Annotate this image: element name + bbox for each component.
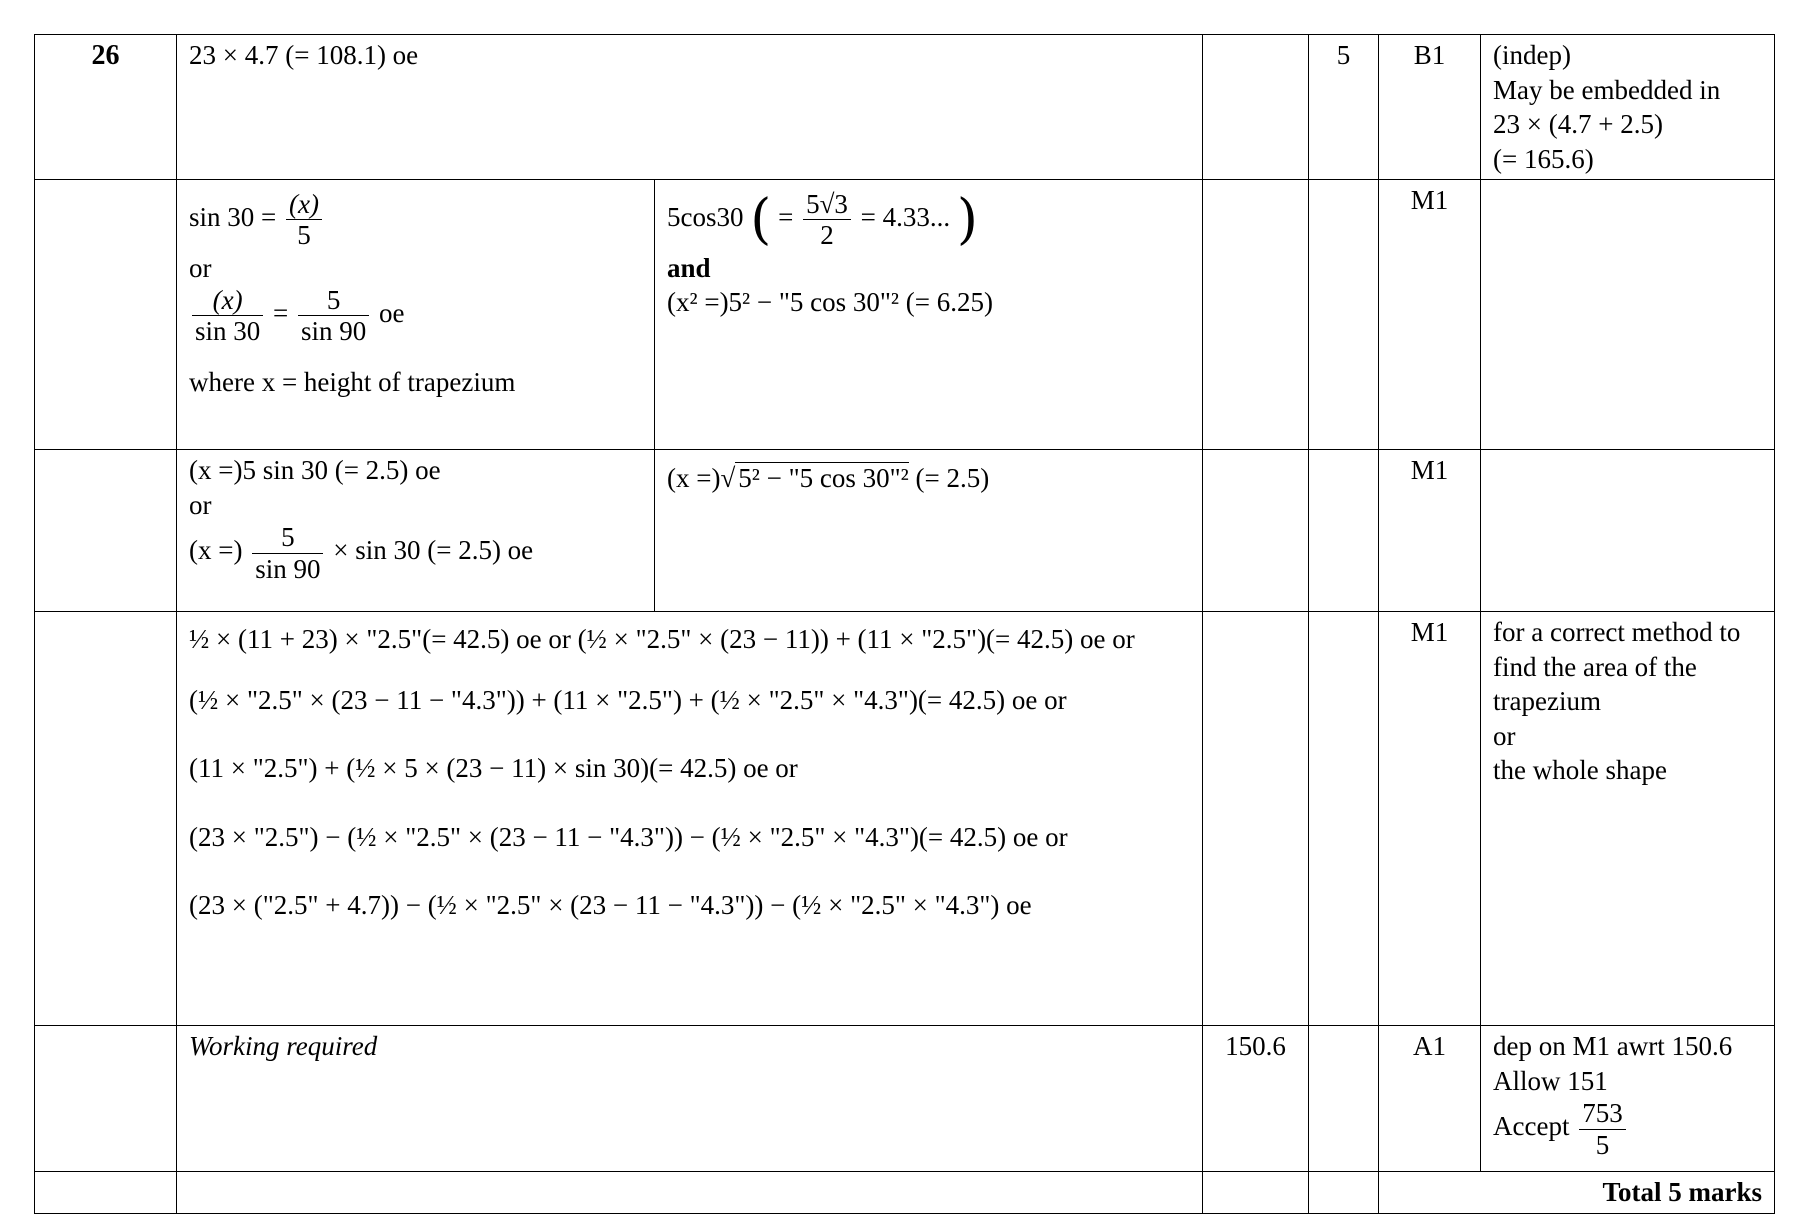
total-marks-cell [1309, 180, 1379, 450]
accept-line: Accept $\frac{753}{5}$ [1493, 1098, 1762, 1159]
working-cell [177, 1026, 1203, 1172]
answer-cell [1203, 612, 1309, 1026]
guidance-line: 23 × (4.7 + 2.5) [1493, 109, 1663, 140]
fraction: $\frac{753}{5}$ [1579, 1098, 1626, 1159]
area-method-line: (½ × "2.5" × (23 − 11 − "4.3")) + (11 × "2.5") + (½ × "2.5" × "4.3")(= 42.5) oe or [189, 684, 1067, 715]
guidance-line: dep on M1 awrt 150.6 [1493, 1031, 1733, 1062]
guidance-line: (indep) [1493, 40, 1571, 70]
area-method-line: (23 × "2.5") − (½ × "2.5" × (23 − 11 − "4.3")) − (½ × "2.5" × "4.3")(= 42.5) oe or [189, 821, 1068, 852]
fraction: $\frac{5}{\sin 90}$ [298, 285, 369, 346]
row-a1 [35, 1026, 1775, 1172]
area-method-line: (11 × "2.5") + (½ × 5 × (23 − 11) × sin 30)(= 42.5) oe or [189, 753, 798, 784]
guidance-cell [1481, 612, 1775, 1026]
height-sine-rule: (x =) $\frac{5}{\sin 90}$ × sin 30 (= 2.5) oe [189, 522, 534, 584]
working-left-cell [177, 180, 655, 450]
fraction: $\frac{(x)}{\sin 30}$ [192, 285, 263, 346]
where-note: where x = height of trapezium [189, 366, 516, 397]
total-marks-cell [1309, 612, 1379, 1026]
fraction: $\frac{5}{\sin 90}$ [252, 522, 323, 583]
answer-cell [1203, 35, 1309, 180]
guidance-cell [1481, 1026, 1775, 1172]
question-number: 26 [35, 35, 177, 180]
height-sine: (x =)5 sin 30 (= 2.5) oe [189, 455, 441, 486]
working-right-cell [655, 180, 1203, 450]
question-number-empty [35, 612, 177, 1026]
final-answer: 150.6 [1203, 1026, 1309, 1172]
total-marks-cell [1309, 450, 1379, 612]
working-required: Working required [189, 1031, 378, 1062]
guidance-line: find the area of the [1493, 651, 1697, 682]
question-number-empty [35, 450, 177, 612]
working-text: 23 × 4.7 (= 108.1) oe [189, 40, 419, 70]
and-text: and [667, 252, 711, 283]
fraction: $\frac{5√3}{2}$ [803, 189, 851, 250]
footer-empty [1203, 1172, 1309, 1214]
working-cell [177, 35, 1203, 180]
or-text: or [189, 252, 212, 283]
row-total [35, 1172, 1775, 1214]
guidance-line: or [1493, 720, 1516, 751]
mark-code: M1 [1379, 612, 1481, 1026]
working-cell [177, 612, 1203, 1026]
total-marks-cell [1309, 1026, 1379, 1172]
question-number-empty [35, 180, 177, 450]
guidance-line: Allow 151 [1493, 1065, 1608, 1096]
total-marks-label: Total 5 marks [1379, 1172, 1775, 1214]
guidance-line: May be embedded in [1493, 74, 1721, 105]
fraction: $\frac{(x)}{5}$ [286, 189, 322, 250]
area-method-line: (23 × ("2.5" + 4.7)) − (½ × "2.5" × (23 − 11 − "4.3")) − (½ × "2.5" × "4.3") oe [189, 890, 1032, 921]
guidance-line: trapezium [1493, 686, 1601, 717]
row-b1 [35, 35, 1775, 180]
footer-empty [177, 1172, 1203, 1214]
footer-empty [1309, 1172, 1379, 1214]
row-m1-area [35, 612, 1775, 1026]
or-text: or [189, 489, 212, 520]
working-left-cell [177, 450, 655, 612]
row-m1-height [35, 180, 1775, 450]
pythagoras-equation: (x² =)5² − "5 cos 30"² (= 6.25) [667, 287, 993, 318]
mark-code: M1 [1379, 450, 1481, 612]
mark-code: M1 [1379, 180, 1481, 450]
mark-code: B1 [1379, 35, 1481, 180]
height-pythagoras: (x =)√ 5² − "5 cos 30"² (= 2.5) [667, 463, 990, 494]
answer-cell [1203, 450, 1309, 612]
answer-cell [1203, 180, 1309, 450]
guidance-cell [1481, 180, 1775, 450]
guidance-line: for a correct method to [1493, 617, 1741, 648]
mark-code: A1 [1379, 1026, 1481, 1172]
guidance-line: the whole shape [1493, 755, 1667, 786]
total-marks-cell: 5 [1309, 35, 1379, 180]
row-m1-height-value [35, 450, 1775, 612]
guidance-cell [1481, 450, 1775, 612]
guidance-cell [1481, 35, 1775, 180]
question-number-empty [35, 1026, 177, 1172]
sine-equation: sin 30 = $\frac{(x)}{5}$ [189, 189, 642, 250]
footer-empty [35, 1172, 177, 1214]
working-right-cell [655, 450, 1203, 612]
area-method-line: ½ × (11 + 23) × "2.5"(= 42.5) oe or (½ × "2.5" × (23 − 11)) + (11 × "2.5")(= 42.5) oe or [189, 624, 1135, 655]
cosine-equation: 5cos30 ( = $\frac{5√3}{2}$ = 4.33... ) [667, 187, 978, 251]
mark-scheme-table [34, 34, 1775, 1214]
sine-rule-equation: $\frac{(x)}{\sin 30}$ = $\frac{5}{\sin 90}$ oe [189, 285, 642, 346]
guidance-line: (= 165.6) [1493, 143, 1594, 174]
